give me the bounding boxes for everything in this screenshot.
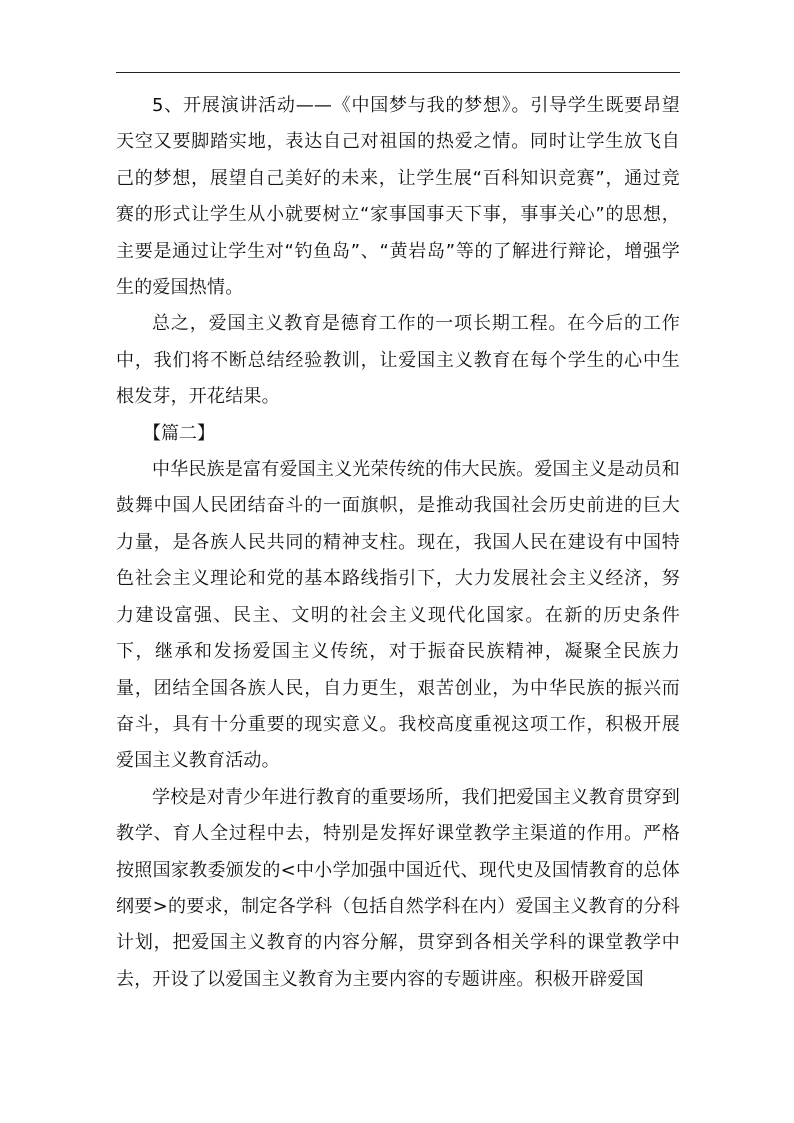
paragraph-conclusion: 总之，爱国主义教育是德育工作的一项长期工程。在今后的工作中，我们将不断总结经验教训，让爱国主义教育在每个学生的心中生根发芽，开花结果。 <box>116 313 680 408</box>
paragraph-speech-activity: 5、开展演讲活动——《中国梦与我的梦想》。引导学生既要昂望天空又要脚踏实地，表达自己对祖国的热爱之情。同时让学生放飞自己的梦想，展望自己美好的未来，让学生展“百科知识竞赛”，通过竞赛的形式让学生从小就要树立“家事国事天下事，事事关心”的思想，主要是通过让学生对“钓鱼岛”、“黄岩岛”等的了解进行辩论，增强学生的爱国热情。 <box>116 95 680 299</box>
section-title-part-two: 【篇二】 <box>143 422 215 444</box>
document-body <box>116 88 680 998</box>
paragraph-school-education: 学校是对青少年进行教育的重要场所，我们把爱国主义教育贯穿到教学、育人全过程中去，特别是发挥好课堂教学主渠道的作用。严格按照国家教委颁发的<中小学加强中国近代、现代史及国情教育的总体纲要>的要求，制定各学科（包括自然学科在内）爱国主义教育的分科计划，把爱国主义教育的内容分解，贯穿到各相关学科的课堂教学中去，开设了以爱国主义教育为主要内容的专题讲座。积极开辟爱国 <box>116 786 680 990</box>
header-rule <box>116 72 680 73</box>
paragraph-national-tradition: 中华民族是富有爱国主义光荣传统的伟大民族。爱国主义是动员和鼓舞中国人民团结奋斗的一面旗帜，是推动我国社会历史前进的巨大力量，是各族人民共同的精神支柱。现在，我国人民在建设有中国特色社会主义理论和党的基本路线指引下，大力发展社会主义经济，努力建设富强、民主、文明的社会主义现代化国家。在新的历史条件下，继承和发扬爱国主义传统，对于振奋民族精神，凝聚全民族力量，团结全国各族人民，自力更生，艰苦创业，为中华民族的振兴而奋斗，具有十分重要的现实意义。我校高度重视这项工作，积极开展爱国主义教育活动。 <box>116 459 680 772</box>
